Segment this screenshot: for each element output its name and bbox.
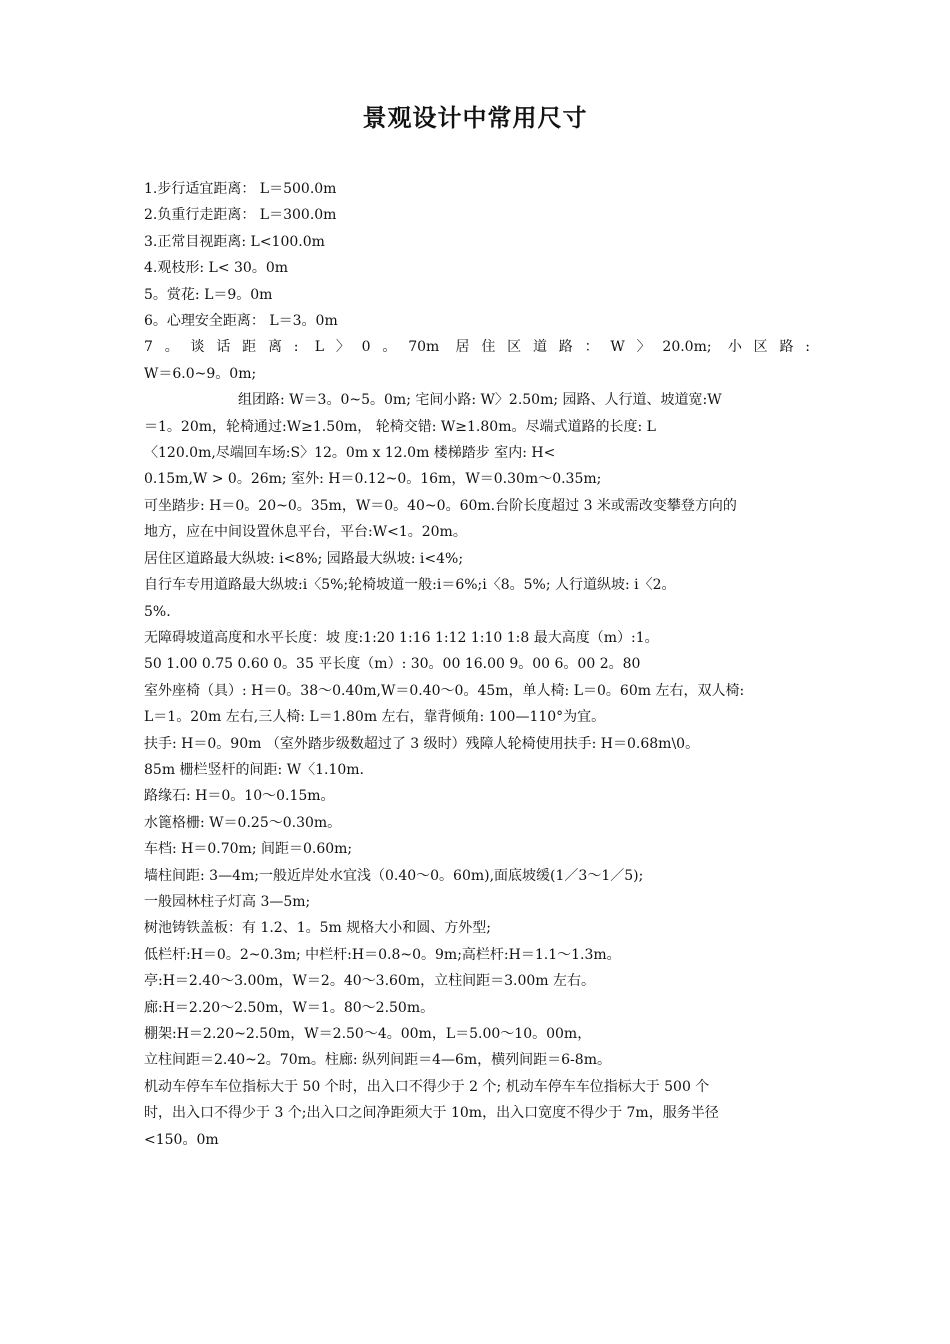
text-line: 可坐踏步: H＝0。20~0。35m，W＝0。40~0。60m.台阶长度超过 3 米或需改变攀登方向的 [144, 497, 737, 514]
text-line: 85m 栅栏竖杆的间距: W〈1.10m. [144, 761, 364, 778]
text-line: 5。赏花: L＝9。0m [144, 286, 273, 303]
text-line: 地方，应在中间设置休息平台，平台:W<1。20m。 [144, 524, 467, 541]
text-line: <150。0m [144, 1131, 219, 1148]
text-line: 扶手: H＝0。90m （室外踏步级数超过了 3 级时）残障人轮椅使用扶手: H＝0.68m\0。 [144, 735, 700, 752]
text-line: 1.步行适宜距离： L＝500.0m [144, 181, 337, 197]
document-body [144, 176, 810, 1153]
text-line: 2.负重行走距离： L＝300.0m [144, 207, 337, 224]
text-line: 无障碍坡道高度和水平长度：坡 度:1:20 1:16 1:12 1:10 1:8 最大高度（m）:1。 [144, 629, 659, 646]
text-line: W＝6.0~9。0m; [144, 365, 257, 382]
text-line: 0.15m,W > 0。26m; 室外: H＝0.12~0。16m，W＝0.30m～0.35m; [144, 471, 602, 488]
text-line: 水篦格栅: W＝0.25～0.30m。 [144, 814, 342, 831]
text-line: 立柱间距＝2.40~2。70m。柱廊: 纵列间距＝4—6m，横列间距＝6-8m。 [144, 1052, 611, 1069]
text-line: 50 1.00 0.75 0.60 0。35 平长度（m）: 30。00 16.00 9。00 6。00 2。80 [144, 656, 641, 673]
text-line: 居住区道路最大纵坡: i<8%; 园路最大纵坡: i<4%; [144, 550, 464, 567]
text-line: 机动车停车车位指标大于 50 个时，出入口不得少于 2 个; 机动车停车车位指标大于 500 个 [144, 1078, 710, 1095]
text-line: 4.观枝形: L< 30。0m [144, 260, 288, 277]
text-line: 自行车专用道路最大纵坡:i〈5%;轮椅坡道一般:i＝6%;i〈8。5%; 人行道纵坡: i〈2。 [144, 577, 676, 594]
text-line: L＝1。20m 左右,三人椅: L＝1.80m 左右，靠背倾角: 100—110°为宜。 [144, 709, 606, 726]
text-line: 室外座椅（具）: H＝0。38～0.40m,W＝0.40～0。45m，单人椅: L＝0。60m 左右，双人椅: [144, 682, 745, 699]
text-line: 6。心理安全距离： L＝3。0m [144, 313, 338, 330]
text-line: 组团路: W＝3。0~5。0m; 宅间小路: W〉2.50m; 园路、人行道、坡道宽:W [238, 392, 722, 409]
text-line: 一般园林柱子灯高 3—5m; [144, 893, 311, 910]
text-line: 墙柱间距: 3—4m;一般近岸处水宜浅（0.40～0。60m),面底坡缓(1／3～1／5); [144, 867, 644, 884]
text-line: 低栏杆:H＝0。2~0.3m; 中栏杆:H＝0.8~0。9m;高栏杆:H＝1.1～1.3m。 [144, 946, 621, 963]
text-line: 亭:H＝2.40～3.00m，W＝2。40～3.60m，立柱间距＝3.00m 左右。 [144, 973, 595, 990]
text-line: 廊:H＝2.20～2.50m，W＝1。80～2.50m。 [144, 999, 435, 1016]
document-title: 景观设计中常用尺寸 [362, 103, 588, 132]
text-line: 路缘石: H＝0。10～0.15m。 [144, 788, 335, 805]
text-line: 7。谈话距离: L〉0。70m 居住区道路：W〉20.0m; 小区路: [144, 339, 810, 356]
text-line: 时，出入口不得少于 3 个;出入口之间净距须大于 10m，出入口宽度不得少于 7m，服务半径 [144, 1105, 719, 1122]
text-line: 3.正常目视距离: L<100.0m [144, 233, 325, 250]
text-line: 〈120.0m,尽端回车场:S〉12。0m x 12.0m 楼梯踏步 室内: H< [144, 445, 556, 462]
text-line: ＝1。20m，轮椅通过:W≥1.50m， 轮椅交错: W≥1.80m。尽端式道路的长度: L [144, 418, 656, 435]
text-line: 棚架:H＝2.20~2.50m，W＝2.50～4。00m，L＝5.00～10。00m， [144, 1026, 592, 1042]
text-line: 车档: H＝0.70m; 间距＝0.60m; [144, 841, 353, 858]
text-line: 5%. [144, 603, 171, 620]
text-line: 树池铸铁盖板：有 1.2、1。5m 规格大小和圆、方外型; [144, 920, 491, 937]
